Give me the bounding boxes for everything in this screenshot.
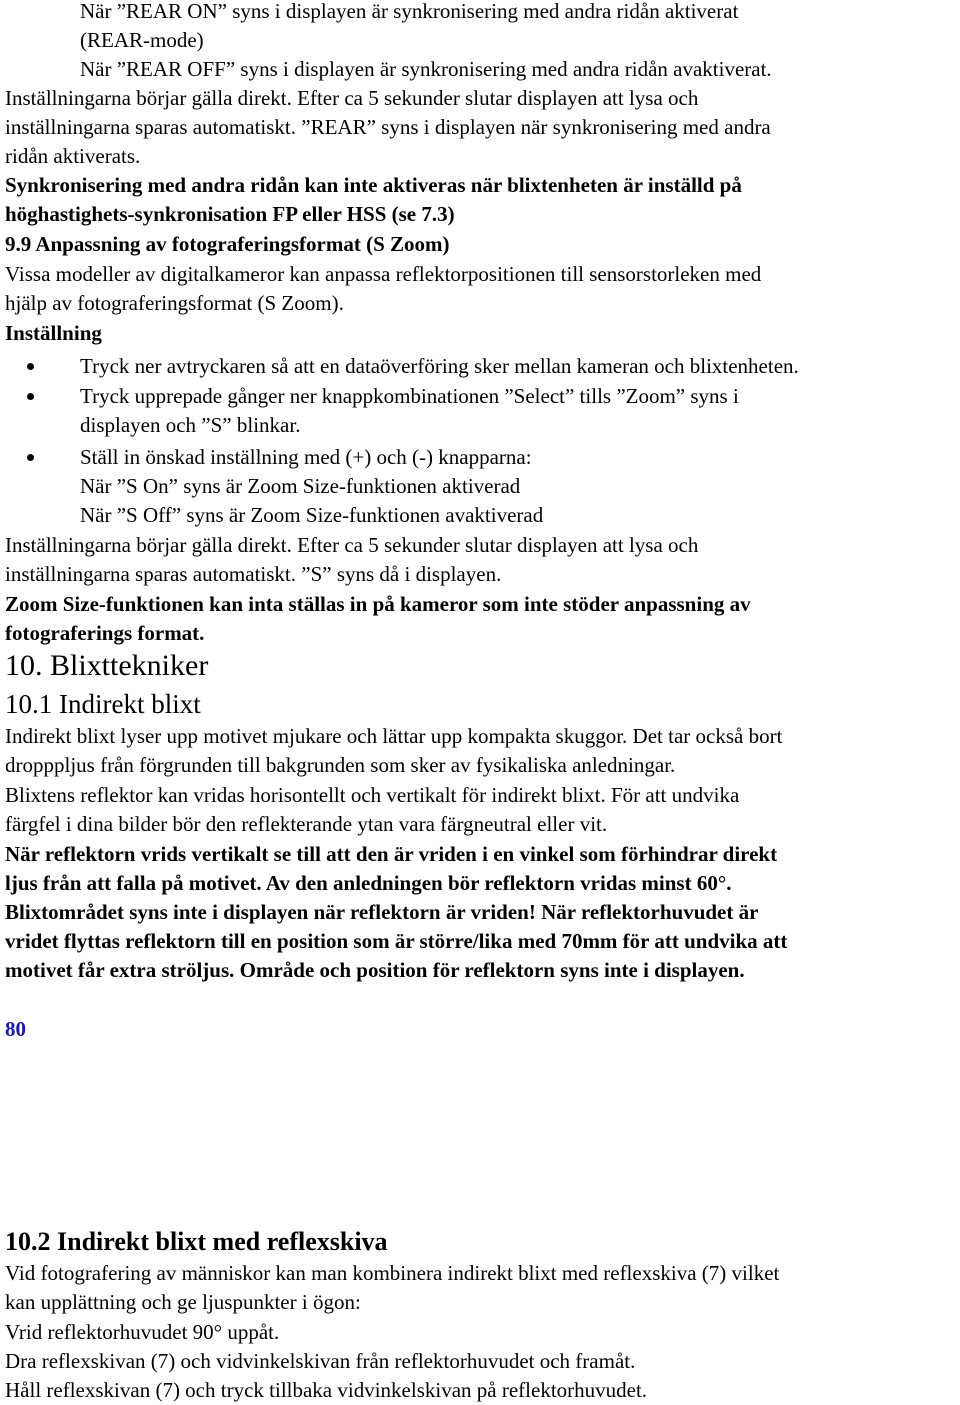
bold-note: vridet flyttas reflektorn till en position som är större/lika med 70mm för att undvika att bbox=[5, 929, 788, 953]
bullet-item-continued: När ”S On” syns är Zoom Size-funktionen aktiverad bbox=[80, 474, 521, 498]
zoom-warning: fotograferings format. bbox=[5, 621, 205, 645]
section-heading-9-9: 9.9 Anpassning av fotograferingsformat (S Zoom) bbox=[5, 232, 450, 256]
rear-settings-line: inställningarna sparas automatiskt. ”REAR” syns i displayen när synkronisering med andra bbox=[5, 115, 771, 139]
chapter-heading-10: 10. Blixttekniker bbox=[5, 649, 209, 682]
zoom-intro: hjälp av fotograferingsformat (S Zoom). bbox=[5, 291, 344, 315]
rear-mode-line: (REAR-mode) bbox=[80, 28, 204, 52]
paragraph-line: Blixtens reflektor kan vridas horisontellt och vertikalt för indirekt blixt. För att undvika bbox=[5, 783, 740, 807]
paragraph-line: Håll reflexskivan (7) och tryck tillbaka vidvinkelskivan på reflektorhuvudet. bbox=[5, 1378, 648, 1402]
paragraph-line: Indirekt blixt lyser upp motivet mjukare och lättar upp kompakta skuggor. Det tar också bort bbox=[5, 724, 783, 748]
bold-note: motivet får extra ströljus. Område och position för reflektorn syns inte i displayen. bbox=[5, 958, 745, 982]
paragraph-line: Dra reflexskivan (7) och vidvinkelskivan från reflektorhuvudet och framåt. bbox=[5, 1349, 636, 1373]
rear-warning: Synkronisering med andra ridån kan inte aktiveras när blixtenheten är inställd på bbox=[5, 173, 742, 197]
rear-on-line: När ”REAR ON” syns i displayen är synkronisering med andra ridån aktiverat bbox=[80, 0, 739, 23]
bullet-item: Ställ in önskad inställning med (+) och (-) knapparna: bbox=[80, 445, 532, 469]
setting-label: Inställning bbox=[5, 321, 102, 345]
bold-note: ljus från att falla på motivet. Av den anledningen bör reflektorn vridas minst 60°. bbox=[5, 871, 732, 895]
paragraph-line: kan upplättning och ge ljuspunkter i ögon: bbox=[5, 1290, 361, 1314]
paragraph-line: Vid fotografering av människor kan man kombinera indirekt blixt med reflexskiva (7) vilket bbox=[5, 1261, 780, 1285]
zoom-warning: Zoom Size-funktionen kan inta ställas in på kameror som inte stöder anpassning av bbox=[5, 592, 751, 616]
rear-off-line: När ”REAR OFF” syns i displayen är synkronisering med andra ridån avaktiverat. bbox=[80, 57, 772, 81]
bullet-item-continued: När ”S Off” syns är Zoom Size-funktionen avaktiverad bbox=[80, 503, 544, 527]
bold-note: När reflektorn vrids vertikalt se till att den är vriden i en vinkel som förhindrar direkt bbox=[5, 842, 778, 866]
section-heading-10-2: 10.2 Indirekt blixt med reflexskiva bbox=[5, 1227, 388, 1256]
paragraph-line: Vrid reflektorhuvudet 90° uppåt. bbox=[5, 1320, 280, 1344]
rear-settings-line: ridån aktiverats. bbox=[5, 144, 141, 168]
paragraph-line: dropppljus från förgrunden till bakgrunden som sker av fysikaliska anledningar. bbox=[5, 753, 676, 777]
zoom-after: inställningarna sparas automatiskt. ”S” syns då i displayen. bbox=[5, 562, 502, 586]
bullet-icon bbox=[27, 363, 34, 370]
paragraph-line: färgfel i dina bilder bör den reflekterande ytan vara färgneutral eller vit. bbox=[5, 812, 608, 836]
zoom-intro: Vissa modeller av digitalkameror kan anpassa reflektorpositionen till sensorstorleken med bbox=[5, 262, 762, 286]
page-number: 80 bbox=[5, 1017, 26, 1041]
bullet-item: Tryck ner avtryckaren så att en dataöverföring sker mellan kameran och blixtenheten. bbox=[80, 354, 799, 378]
bullet-icon bbox=[27, 393, 34, 400]
rear-warning: höghastighets-synkronisation FP eller HSS (se 7.3) bbox=[5, 202, 455, 226]
section-heading-10-1: 10.1 Indirekt blixt bbox=[5, 689, 201, 719]
bullet-icon bbox=[27, 454, 34, 461]
rear-settings-line: Inställningarna börjar gälla direkt. Efter ca 5 sekunder slutar displayen att lysa och bbox=[5, 86, 699, 110]
bullet-item: Tryck upprepade gånger ner knappkombinationen ”Select” tills ”Zoom” syns i bbox=[80, 384, 739, 408]
zoom-after: Inställningarna börjar gälla direkt. Efter ca 5 sekunder slutar displayen att lysa och bbox=[5, 533, 699, 557]
bullet-item-continued: displayen och ”S” blinkar. bbox=[80, 413, 301, 437]
bold-note: Blixtområdet syns inte i displayen när reflektorn är vriden! När reflektorhuvudet är bbox=[5, 900, 759, 924]
